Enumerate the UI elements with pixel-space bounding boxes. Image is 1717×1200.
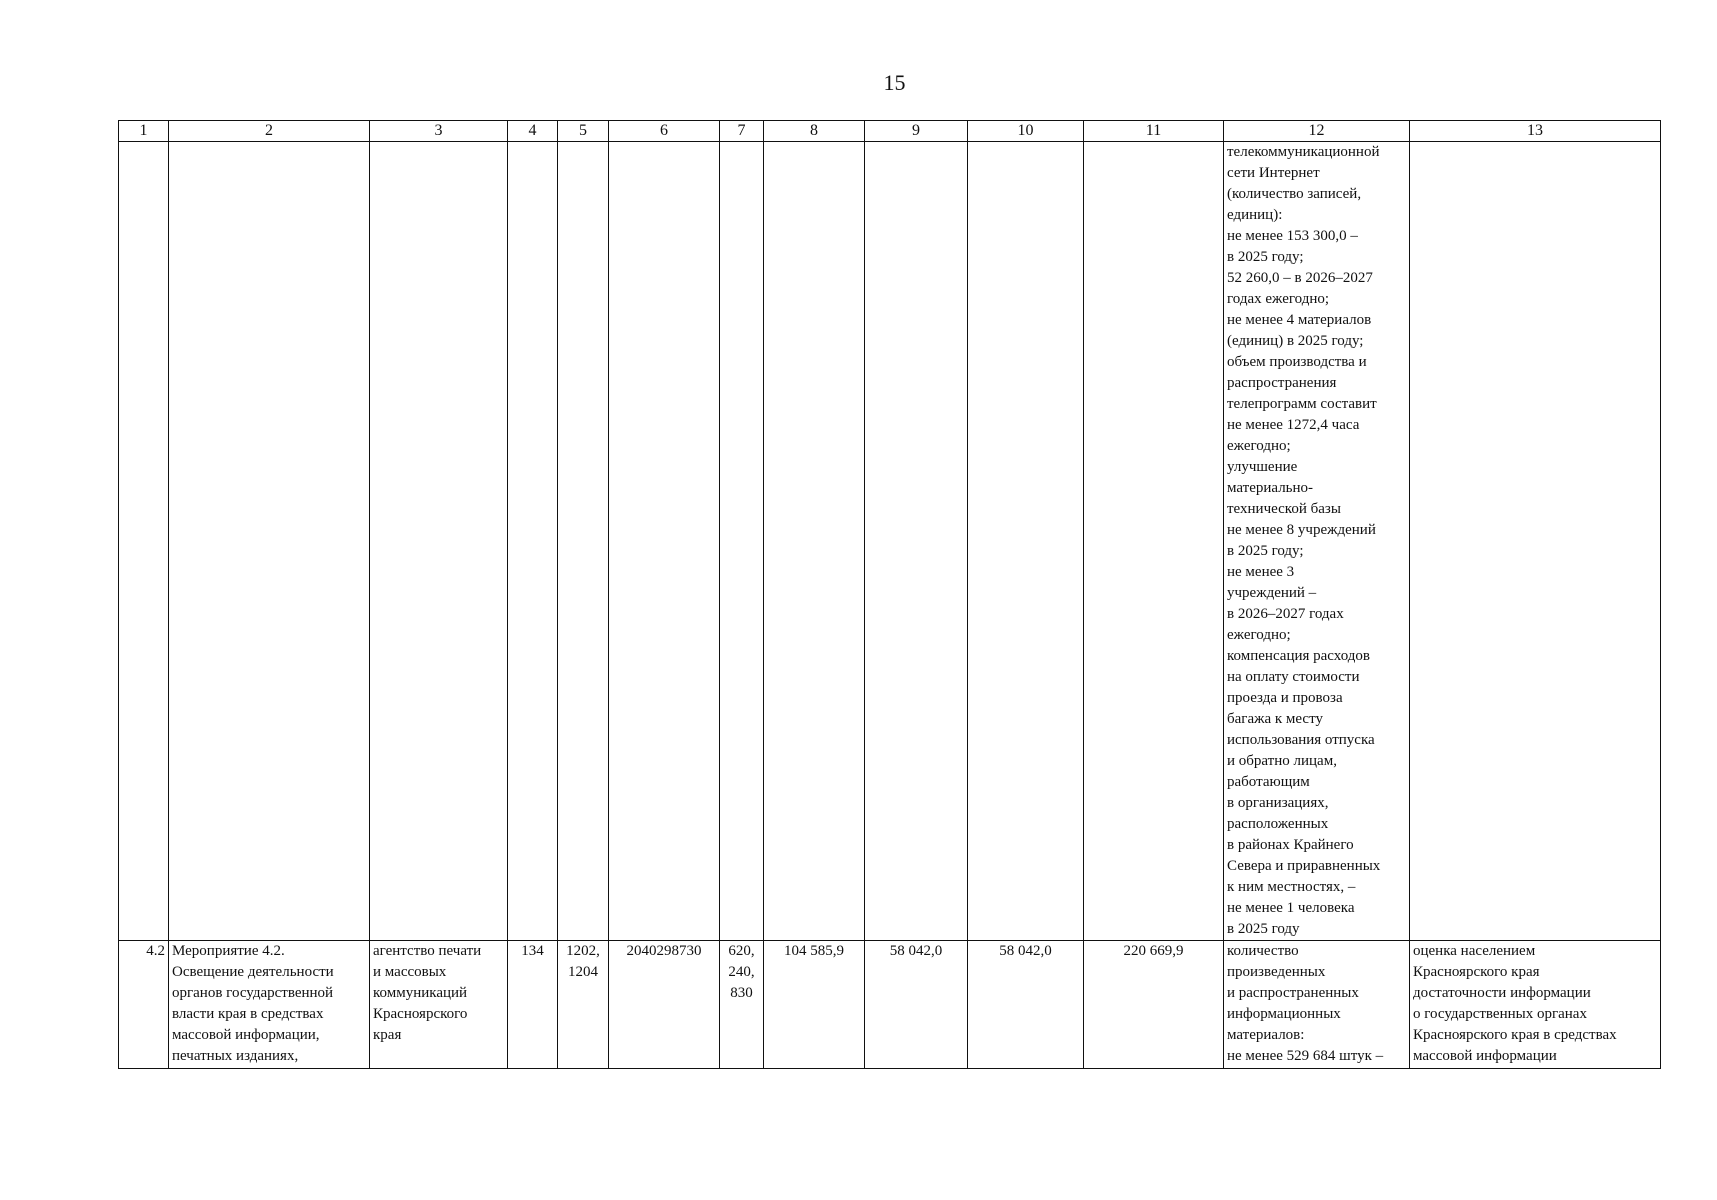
table-cell [609,142,720,941]
page-number: 15 [883,70,906,95]
table-cell [508,142,558,941]
table-row-continuation [119,142,1661,941]
column-header: 4 [508,121,558,142]
amount-total-cell: 220 669,9 [1084,941,1224,1069]
table-cell [764,142,865,941]
table-cell [968,142,1084,941]
table-cell [169,142,370,941]
column-header: 9 [865,121,968,142]
table-cell [558,142,609,941]
grbs-code-cell: 134 [508,941,558,1069]
item-number-cell: 4.2 [119,941,169,1069]
column-header: 12 [1224,121,1410,142]
result-indicator-cell: количество произведенных и распространенных информационных материалов: не менее 529 684 штук – [1224,941,1410,1069]
column-header: 8 [764,121,865,142]
column-header: 2 [169,121,370,142]
table-cell [1084,142,1224,941]
table-header-row [119,121,1661,142]
column-header: 6 [609,121,720,142]
column-header: 1 [119,121,169,142]
column-header: 11 [1084,121,1224,142]
amount-2026-cell: 58 042,0 [865,941,968,1069]
column-header: 5 [558,121,609,142]
table-row-4-2 [119,941,1661,1069]
target-article-cell: 2040298730 [609,941,720,1069]
table-cell [370,142,508,941]
table-cell [865,142,968,941]
table-cell [720,142,764,941]
amount-2025-cell: 104 585,9 [764,941,865,1069]
table-cell [1410,142,1661,941]
amount-2027-cell: 58 042,0 [968,941,1084,1069]
table-cell [119,142,169,941]
expense-type-cell: 620, 240, 830 [720,941,764,1069]
budget-table [118,120,1661,1069]
section-code-cell: 1202, 1204 [558,941,609,1069]
result-indicator-cell: телекоммуникационной сети Интернет (количество записей, единиц): не менее 153 300,0 – в 2025 году; 52 260,0 – в 2026–2027 годах ежегодно; не менее 4 материалов (единиц) в 2025 году; объем производства и распространения телепрограмм составит не менее 1272,4 часа ежегодно; улучшение материально- технической базы не менее 8 учреждений в 2025 году; не менее 3 учреждений – в 2026–2027 годах ежегодно; компенсация расходов на оплату стоимости проезда и провоза багажа к месту использования отпуска и обратно лицам, работающим в организациях, расположенных в районах Крайнего Севера и приравненных к ним местностях, – не менее 1 человека в 2025 году [1224,142,1410,941]
column-header: 3 [370,121,508,142]
measure-name-cell: Мероприятие 4.2. Освещение деятельности органов государственной власти края в средствах массовой информации, печатных изданиях, [169,941,370,1069]
column-header: 10 [968,121,1084,142]
column-header: 7 [720,121,764,142]
effect-cell: оценка населением Красноярского края достаточности информации о государственных органах Красноярского края в средствах массовой информации [1410,941,1661,1069]
responsible-agency-cell: агентство печати и массовых коммуникаций Красноярского края [370,941,508,1069]
column-header: 13 [1410,121,1661,142]
